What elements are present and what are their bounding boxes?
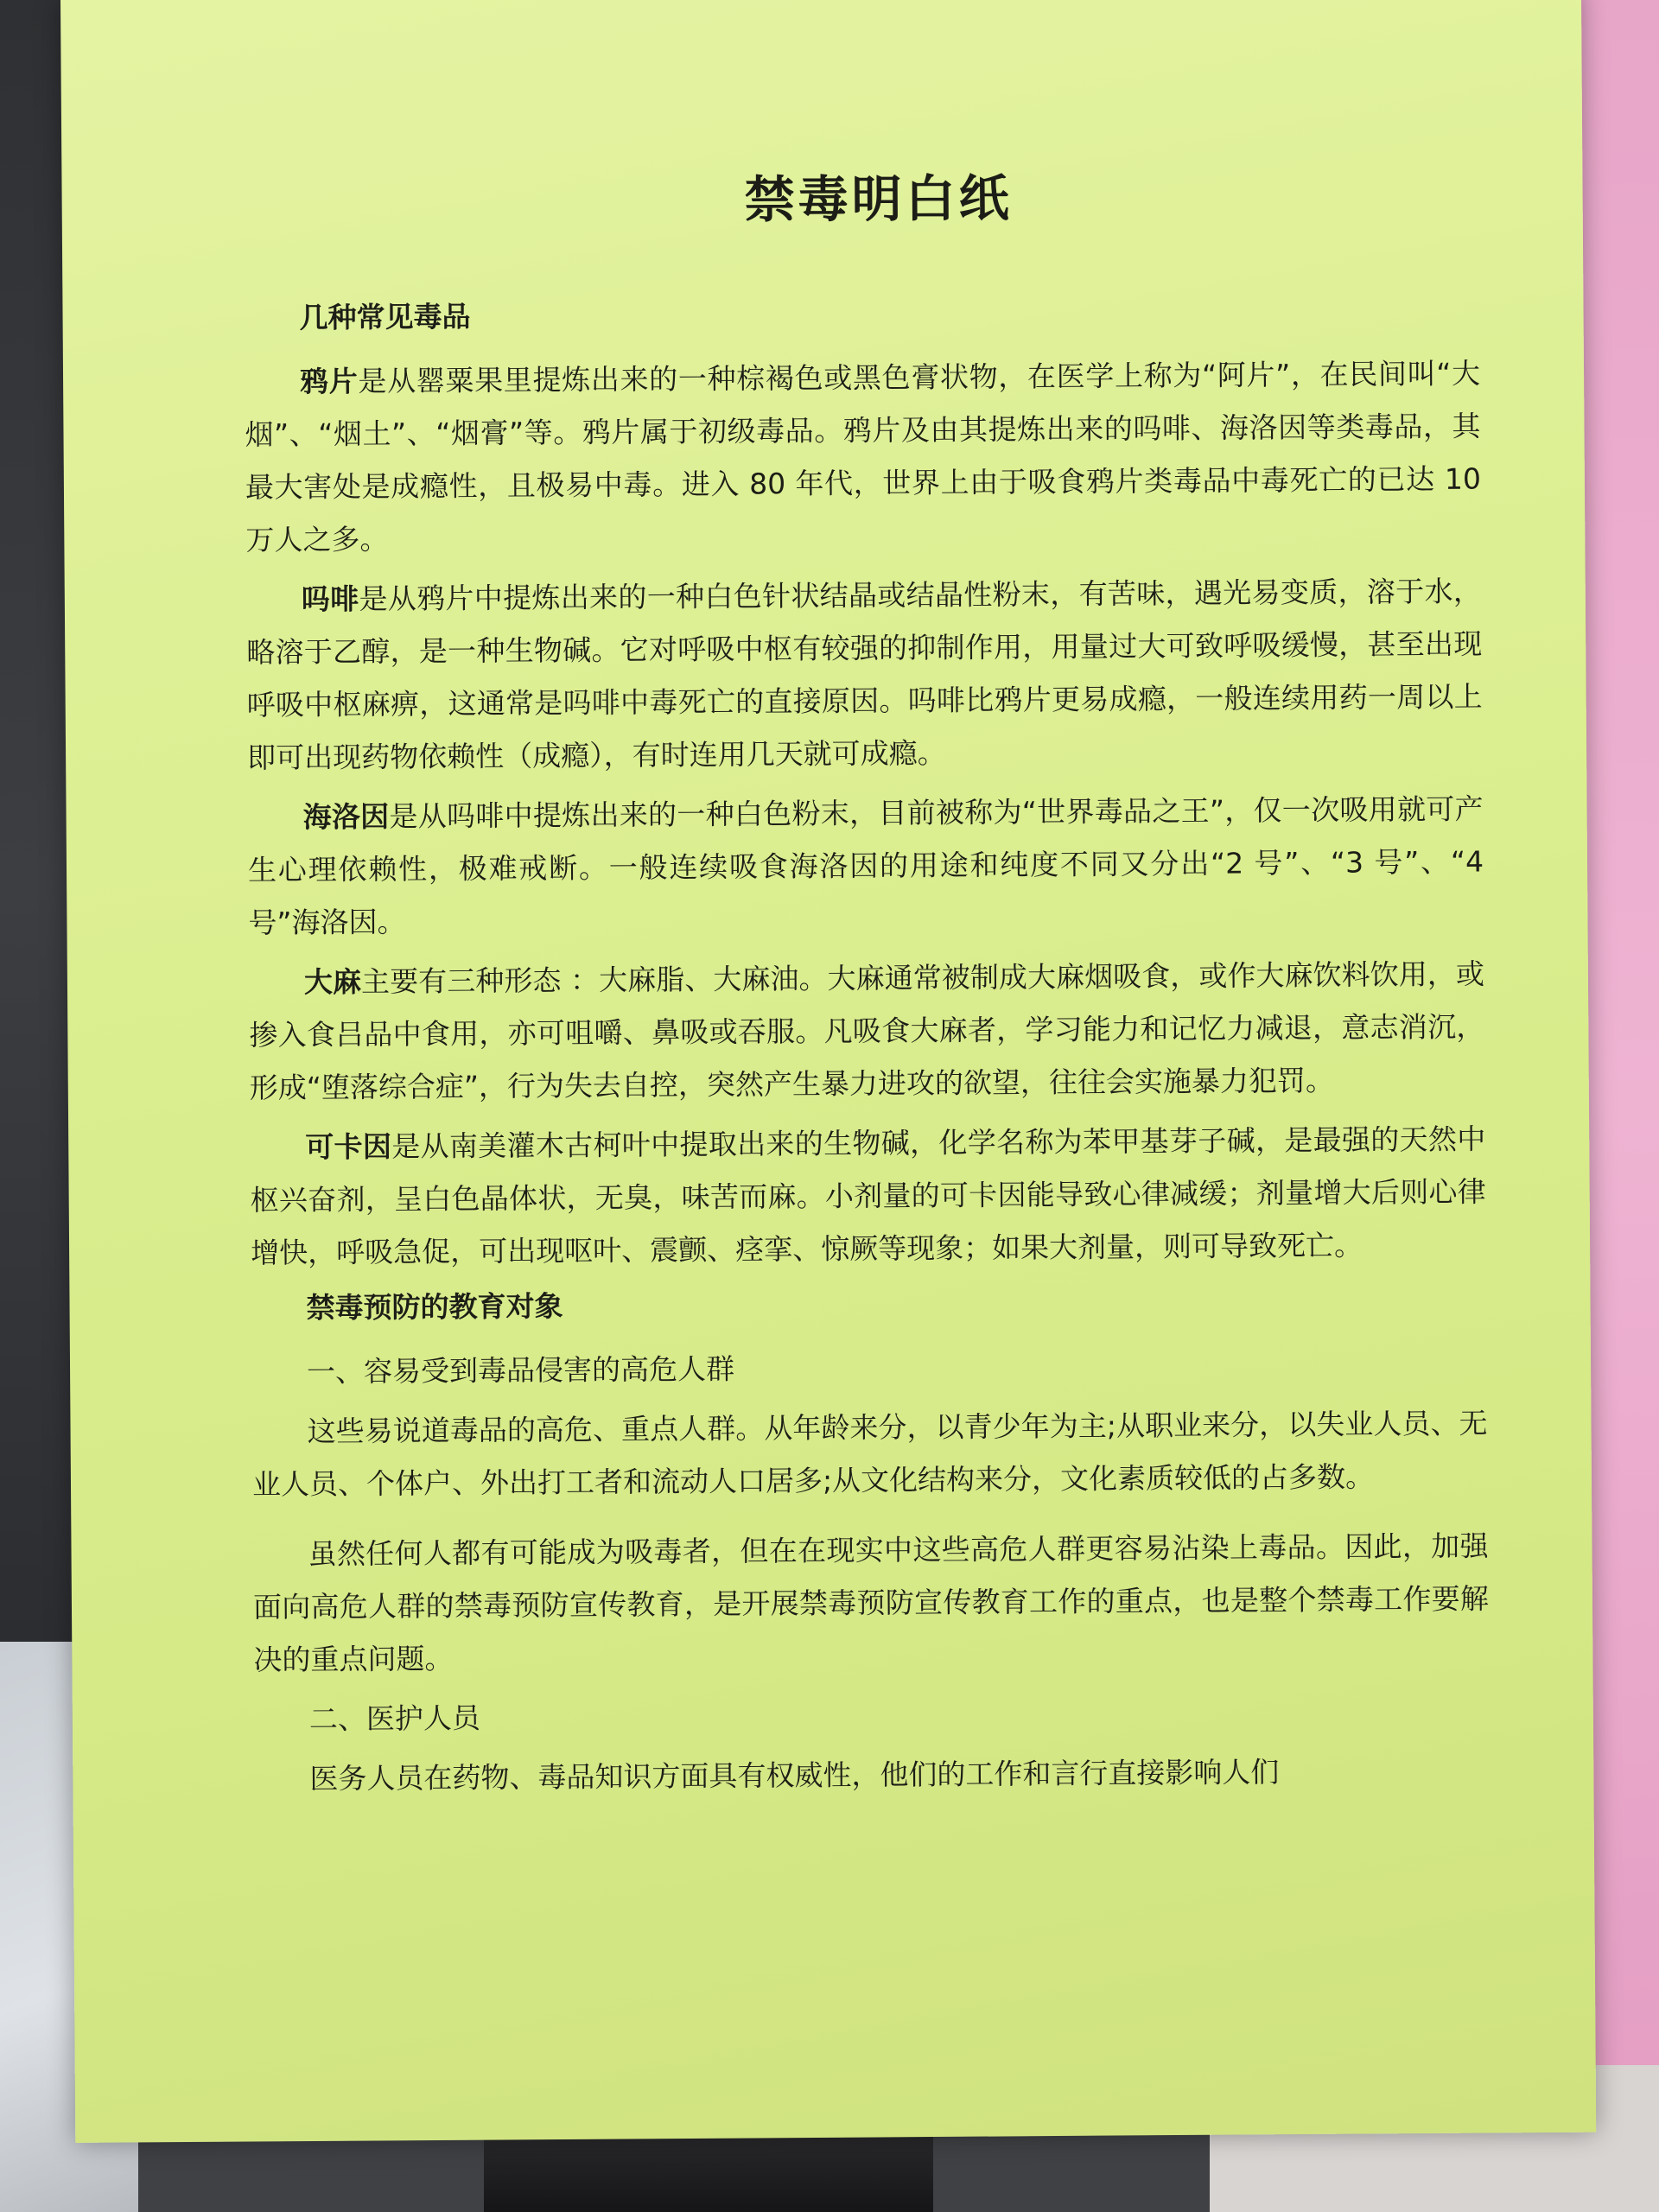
section-heading-common-drugs: 几种常见毒品 [299, 299, 471, 335]
drug-paragraph-morphine [246, 565, 1484, 785]
dark-object [484, 2134, 933, 2212]
leaflet-paper [60, 0, 1596, 2143]
section-heading-prevention-targets: 禁毒预防的教育对象 [306, 1288, 563, 1325]
drug-paragraph-heroin [247, 783, 1484, 950]
drug-name: 鸦片 [299, 364, 359, 399]
drug-name: 大麻 [303, 964, 362, 1000]
drug-name: 吗啡 [301, 582, 359, 617]
drug-paragraph-opium [245, 347, 1482, 567]
drug-description: 是从罂粟果里提炼出来的一种棕褐色或黑色膏状物，在医学上称为“阿片”，在民间叫“大烟”、“烟土”、“烟膏”等。鸦片属于初级毒品。鸦片及由其提炼出来的吗啡、海洛因等类毒品，其最大害处是成瘾性，且极易中毒。进入 80 年代，世界上由于吸食鸦片类毒品中毒死亡的已达 10 万人之多。 [245, 356, 1482, 557]
subsection-high-risk-groups: 一、容易受到毒品侵害的高危人群 [306, 1351, 735, 1389]
document-title: 禁毒明白纸 [744, 168, 1013, 230]
paragraph-high-risk-1: 这些易说道毒品的高危、重点人群。从年龄来分，以青少年为主;从职业来分，以失业人员、无业人员、个体户、外出打工者和流动人口居多;从文化结构来分，文化素质较低的占多数。 [251, 1406, 1488, 1502]
drug-description: 主要有三种形态 ：大麻脂、大麻油。大麻通常被制成大麻烟吸食，或作大麻饮料饮用，或掺入食吕品中食用，亦可咀嚼、鼻吸或吞服。凡吸食大麻者，学习能力和记忆力减退，意志消沉，形成“堕落综合症”，行为失去自控，突然产生暴力进攻的欲望，往往会实施暴力犯罚。 [249, 957, 1485, 1105]
drug-name: 海洛因 [302, 799, 390, 835]
drug-description: 是从鸦片中提炼出来的一种白色针状结晶或结晶性粉末，有苦味，遇光易变质，溶于水，略溶于乙醇，是一种生物碱。它对呼吸中枢有较强的抑制作用，用量过大可致呼吸缓慢，甚至出现呼吸中枢麻痹，这通常是吗啡中毒死亡的直接原因。吗啡比鸦片更易成瘾，一般连续用药一周以上即可出现药物依赖性（成瘾），有时连用几天就可成瘾。 [246, 574, 1483, 775]
paragraph-medical-staff: 医务人员在药物、毒品知识方面具有权威性，他们的工作和言行直接影响人们 [309, 1755, 1280, 1796]
drug-name: 可卡因 [305, 1129, 392, 1165]
drug-description: 是从吗啡中提炼出来的一种白色粉末，目前被称为“世界毒品之王”，仅一次吸用就可产生心理依赖性，极难戒断。一般连续吸食海洛因的用途和纯度不同又分出“2 号”、“3 号”、“4 号”海洛因。 [247, 791, 1484, 940]
subsection-medical-staff: 二、医护人员 [308, 1700, 481, 1737]
drug-description: 是从南美灌木古柯叶中提取出来的生物碱，化学名称为苯甲基芽子碱，是最强的天然中枢兴奋剂，呈白色晶体状，无臭，味苦而麻。小剂量的可卡因能导致心律减缓；剂量增大后则心律增快，呼吸急促，可出现呕叶、震颤、痉挛、惊厥等现象；如果大剂量，则可导致死亡。 [250, 1122, 1486, 1270]
leaflet-content [243, 155, 1490, 1806]
drug-paragraph-cannabis [249, 948, 1485, 1115]
paragraph-high-risk-2: 虽然任何人都有可能成为吸毒者，但在在现实中这些高危人群更容易沾染上毒品。因此，加强面向高危人群的禁毒预防宣传教育，是开展禁毒预防宣传教育工作的重点，也是整个禁毒工作要解决的重点问题。 [252, 1529, 1490, 1677]
drug-paragraph-cocaine [250, 1113, 1486, 1280]
